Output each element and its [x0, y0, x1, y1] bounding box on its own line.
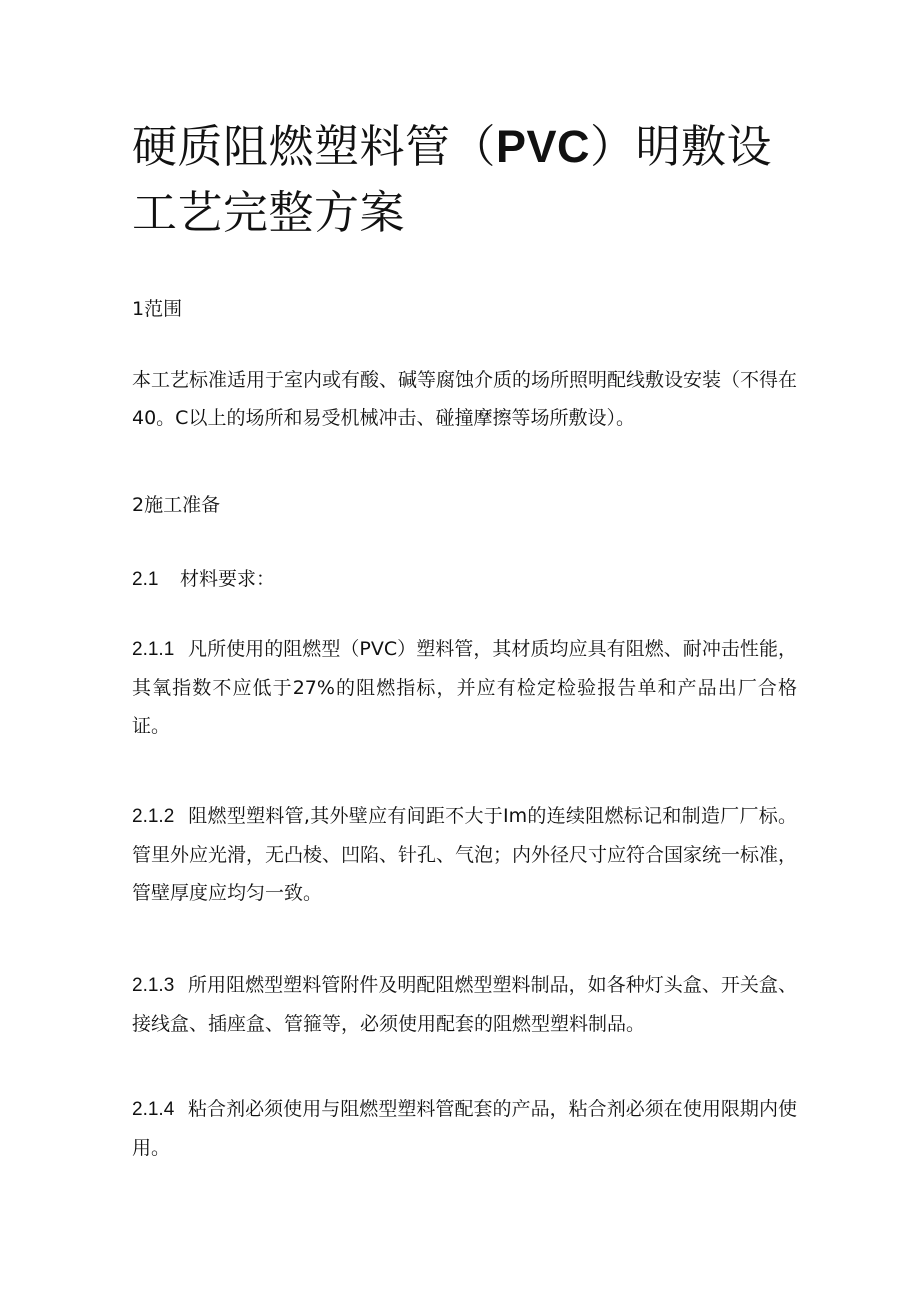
section-2-heading: 2施工准备 — [132, 494, 221, 516]
section-2-1-text: 材料要求： — [180, 568, 276, 590]
section-2-1-4-text: 粘合剂必须使用与阻燃型塑料管配套的产品，粘合剂必须在使用限期内使用。 — [132, 1098, 797, 1159]
section-2-1-4-number: 2.1.4 — [132, 1099, 175, 1120]
section-2-1-paragraph — [132, 560, 797, 599]
section-2-1-4-paragraph — [132, 1090, 797, 1167]
section-2-1-1-number: 2.1.1 — [132, 639, 175, 660]
title-text-part2: ）明敷设工艺完整方案 — [132, 120, 773, 239]
section-2-1-2-text: 阻燃型塑料管,其外壁应有间距不大于Im的连续阻燃标记和制造厂厂标。管里外应光滑，无凸棱、凹陷、针孔、气泡；内外径尺寸应符合国家统一标准，管壁厚度应均匀一致。 — [132, 805, 798, 904]
section-2-1-2-paragraph — [132, 797, 797, 912]
section-2-1-1-paragraph — [132, 630, 797, 745]
section-2-1-2-number: 2.1.2 — [132, 806, 175, 827]
section-2-1-1-text: 凡所使用的阻燃型（PVC）塑料管，其材质均应具有阻燃、耐冲击性能，其氧指数不应低于27%的阻燃指标，并应有检定检验报告单和产品出厂合格证。 — [132, 638, 797, 737]
title-text-pvc: PVC — [496, 121, 591, 172]
section-2-1-3-text: 所用阻燃型塑料管附件及明配阻燃型塑料制品，如各种灯头盒、开关盒、接线盒、插座盒、管箍等，必须使用配套的阻燃型塑料制品。 — [132, 974, 797, 1035]
title-text-part1: 硬质阻燃塑料管（ — [132, 120, 497, 173]
section-1-heading: 1范围 — [132, 298, 183, 320]
document-title — [132, 114, 792, 246]
section-1-body: 本工艺标准适用于室内或有酸、碱等腐蚀介质的场所照明配线敷设安装（不得在40。C以上的场所和易受机械冲击、碰撞摩擦等场所敷设）。 — [132, 369, 798, 429]
section-2-1-3-number: 2.1.3 — [132, 975, 175, 996]
section-2-1-3-paragraph — [132, 966, 797, 1043]
section-2-1-number: 2.1 — [132, 569, 159, 590]
